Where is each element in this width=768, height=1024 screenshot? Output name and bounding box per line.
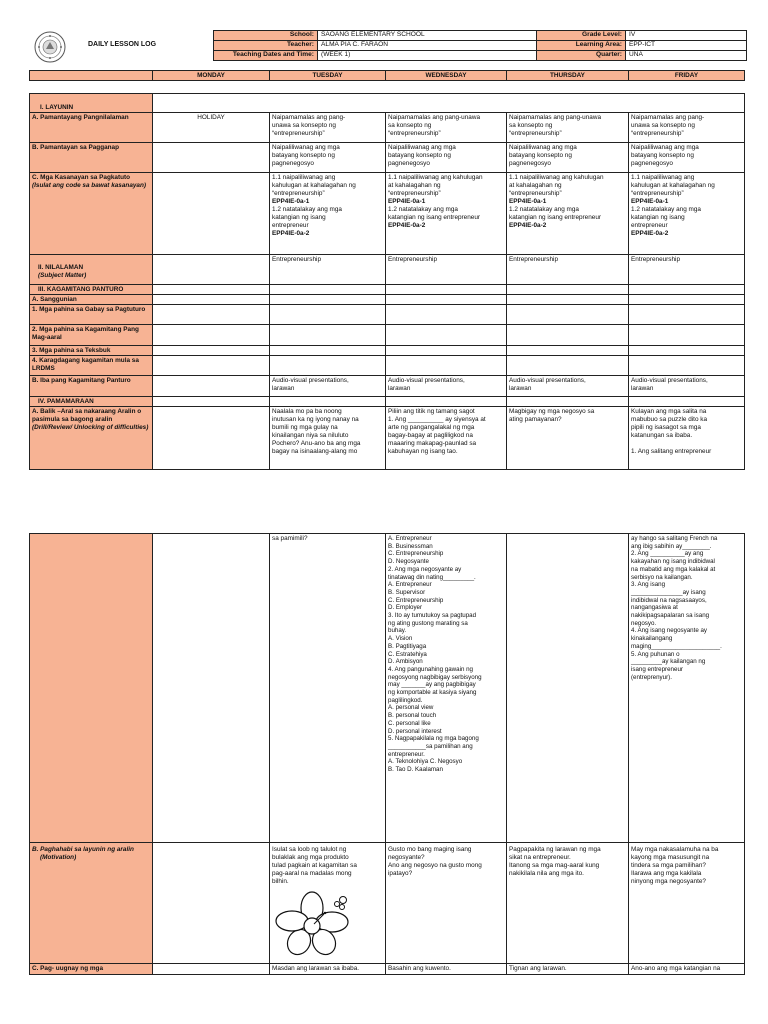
- quarter-label: Quarter:: [536, 50, 626, 61]
- wed-nilalaman: Entrepreneurship: [385, 254, 507, 285]
- thu-balik: Magbigay ng mga negosyo sa ating pamayanan?: [506, 406, 629, 470]
- kr-mon: [152, 355, 270, 376]
- monday-holiday: HOLIDAY: [152, 112, 270, 143]
- gab-fri: [628, 304, 745, 325]
- school-value: SAOANG ELEMENTARY SCHOOL: [317, 30, 537, 41]
- fri-pagganap: Naipaliliwanag ang mga batayang konsepto ng pagnenegosyo: [628, 142, 745, 173]
- thu-kasanayan: 1.1 naipaliliwanag ang kahulugan at kahalagahan ng “entrepreneurship” EPP4IE-0a-1 1.2 natatalakay ang mga katangian ng isang entrepreneur EPP4IE-0a-2: [506, 172, 629, 255]
- kr-fri: [628, 355, 745, 376]
- tue-kasanayan: 1.1 naipaliliwanag ang kahulugan at kahalagahan ng “entrepreneurship” EPP4IE-0a-1 1.2 natatalakay ang mga katangian ng isang entrepreneur EPP4IE-0a-2: [269, 172, 386, 255]
- row-pag-uugnay: C. Pag- uugnay ng mga: [29, 963, 153, 975]
- row-nilalaman: [29, 254, 153, 285]
- tue-motivation: Isulat sa loob ng talulot ng bulaklak ang mga produkto tulad pagkain at kagamitan sa pag-aaral na madalas mong bilhin.: [269, 842, 386, 964]
- row-kagamitang-pang: 2. Mga pahina sa Kagamitang Pang Mag-aaral: [29, 324, 153, 346]
- thu-motivation: Pagpapakita ng larawan ng mga sikat na entrepreneur. Itanong sa mga mag-aaral kung nakikilala nila ang mga ito.: [506, 842, 629, 964]
- kp-wed: [385, 324, 507, 346]
- thu-pagganap: Naipaliliwanag ang mga batayang konsepto ng pagnenegosyo: [506, 142, 629, 173]
- quarter-value: UNA: [625, 50, 747, 61]
- kr-wed: [385, 355, 507, 376]
- kp-thu: [506, 324, 629, 346]
- row-karagdagang: 4. Karagdagang kagamitan mula sa LRDMS: [29, 355, 153, 376]
- area-value: EPP-ICT: [625, 40, 747, 51]
- fri-motivation: May mga nakasalamuha na ba kayong mga masusungit na tindera sa mga pamilihan? Ilarawa ang mga kakilala ninyong mga negosyante?: [628, 842, 745, 964]
- tue-pangnilalaman: Naipamamalas ang pang- unawa sa konsepto ng “entrepreneurship”: [269, 112, 386, 143]
- paghahabi-title: B. Paghahabi sa layunin ng aralin: [32, 846, 134, 853]
- kasanayan-sub: (Isulat ang code sa bawat kasanayan): [32, 182, 147, 189]
- row-balik-aral: [29, 406, 153, 470]
- nilalaman-sub: (Subject Matter): [38, 272, 87, 279]
- wed-iba-pang: Audio-visual presentations, larawan: [385, 375, 507, 397]
- balik-title: A. Balik –Aral sa nakaraang Aralin o pasimula sa bagong aralin: [32, 408, 142, 423]
- day-monday: MONDAY: [152, 70, 270, 81]
- gab-wed: [385, 304, 507, 325]
- gab-thu: [506, 304, 629, 325]
- fri-iba-pang: Audio-visual presentations, larawan: [628, 375, 745, 397]
- mon-kasanayan: [152, 172, 270, 255]
- dates-label: Teaching Dates and Time:: [213, 50, 318, 61]
- kr-tue: [269, 355, 386, 376]
- teacher-value: ALMA PIA C. FARAON: [317, 40, 537, 51]
- kr-thu: [506, 355, 629, 376]
- row-teksbuk: 3. Mga pahina sa Teksbuk: [29, 345, 153, 356]
- cont-label: [29, 533, 153, 843]
- balik-sub: (Drill/Review/ Unlocking of difficulties): [32, 424, 149, 431]
- days-header-blank: [29, 70, 153, 81]
- paghahabi-sub: (Motivation): [40, 854, 77, 861]
- tue-continuation: sa pamimili?: [269, 533, 386, 843]
- ba-mon: [152, 406, 270, 470]
- gab-tue: [269, 304, 386, 325]
- tue-nilalaman: Entrepreneurship: [269, 254, 386, 285]
- grade-label: Grade Level:: [536, 30, 626, 41]
- day-tuesday: TUESDAY: [269, 70, 386, 81]
- fri-balik: Kulayan ang mga salita na mabubuo sa puzzle dito ka pipili ng isasagot sa mga katanungan sa ibaba. 1. Ang salitang entrepreneur: [628, 406, 745, 470]
- row-kagamitan: III. KAGAMITANG PANTURO: [29, 284, 153, 295]
- area-label: Learning Area:: [536, 40, 626, 51]
- ug-mon: [152, 963, 270, 975]
- gab-mon: [152, 304, 270, 325]
- fri-continuation: ay hango sa salitang French na ang ibig sabihin ay________. 2. Ang __________ay ang kakayahan ng isang indibidwal na mabatid ang mga kalakal at serbisyo na kailangan. 3. Ang isang _______________ay isang indibidwal na nagsasaayos, nangangasiwa at nakikipagsapalaran sa isang negosyo. 4. Ang isang negosyante ay kinakailangang maging____________________. 5. Ang puhunan o _________ay kailangan ng isang entrepreneur (entreprenyur).: [628, 533, 745, 843]
- row-paghahabi: [29, 842, 153, 964]
- teacher-label: Teacher:: [213, 40, 318, 51]
- mot-mon: [152, 842, 270, 964]
- wed-balik: Piliin ang titik ng tamang sagot 1. Ang __________ ay siyensya at arte ng pangangalakal ng mga bagay-bagay at pagliligkod na maaaring makapag-paunlad sa kabuhayan ng isang tao.: [385, 406, 507, 470]
- row-pamantayan-sa-pagganap: B. Pamantayan sa Pagganap: [29, 142, 153, 173]
- mon-nilalaman: [152, 254, 270, 285]
- tue-balik: Naalala mo pa ba noong inutusan ka ng iyong nanay na bumili ng mga gulay na kinailangan niya sa niluluto Pochero? Anu-ano ba ang mga bagay na isinaalang-alang mo: [269, 406, 386, 470]
- thu-pangnilalaman: Naipamamalas ang pang-unawa sa konsepto ng “entrepreneurship”: [506, 112, 629, 143]
- nilalaman-title: II. NILALAMAN: [38, 264, 84, 271]
- row-sanggunian: A. Sanggunian: [29, 294, 153, 305]
- wed-pangnilalaman: Naipamamalas ang pang-unawa sa konsepto ng “entrepreneurship”: [385, 112, 507, 143]
- cont-thu: [506, 533, 629, 843]
- fri-pangnilalaman: Naipamamalas ang pang- unawa sa konsepto ng “entrepreneurship”: [628, 112, 745, 143]
- row-kasanayan: [29, 172, 153, 255]
- tue-iba-pang: Audio-visual presentations, larawan: [269, 375, 386, 397]
- kp-fri: [628, 324, 745, 346]
- ib-mon: [152, 375, 270, 397]
- school-label: School:: [213, 30, 318, 41]
- deped-seal-logo: [34, 31, 66, 63]
- kp-tue: [269, 324, 386, 346]
- mon-pagganap: [152, 142, 270, 173]
- thu-iba-pang: Audio-visual presentations, larawan: [506, 375, 629, 397]
- day-friday: FRIDAY: [628, 70, 745, 81]
- wed-uugnay: Basahin ang kuwento.: [385, 963, 507, 975]
- grade-value: IV: [625, 30, 747, 41]
- row-layunin: I. LAYUNIN: [29, 93, 153, 113]
- wed-pagganap: Naipaliliwanag ang mga batayang konsepto ng pagnenegosyo: [385, 142, 507, 173]
- fri-uugnay: Ano-ano ang mga katangian na: [628, 963, 745, 975]
- row-iba-pang: B. Iba pang Kagamitang Panturo: [29, 375, 153, 397]
- day-wednesday: WEDNESDAY: [385, 70, 507, 81]
- cont-mon: [152, 533, 270, 843]
- tue-pagganap: Naipaliliwanag ang mga batayang konsepto ng pagnenegosyo: [269, 142, 386, 173]
- wed-motivation: Gusto mo bang maging isang negosyante? Ano ang negosyo na gusto mong ipatayo?: [385, 842, 507, 964]
- wed-kasanayan: 1.1 naipaliliwanag ang kahulugan at kahalagahan ng “entrepreneurship” EPP4IE-0a-1 1.2 natatalakay ang mga katangian ng isang entrepreneur EPP4IE-0a-2: [385, 172, 507, 255]
- fri-nilalaman: Entrepreneurship: [628, 254, 745, 285]
- fri-kasanayan: 1.1 naipaliliwanag ang kahulugan at kahalagahan ng “entrepreneurship” EPP4IE-0a-1 1.2 natatalakay ang mga katangian ng isang entrepreneur EPP4IE-0a-2: [628, 172, 745, 255]
- row-pamamaraan: IV. PAMAMARAAN: [29, 396, 153, 407]
- kasanayan-title: C. Mga Kasanayan sa Pagkatuto: [32, 174, 131, 181]
- kp-mon: [152, 324, 270, 346]
- row-gabay: 1. Mga pahina sa Gabay sa Pagtuturo: [29, 304, 153, 325]
- row-pamantayang-pangnilalaman: A. Pamantayang Pangnilalaman: [29, 112, 153, 143]
- layunin-span: [152, 93, 745, 113]
- wed-continuation: A. Entrepreneur B. Businessman C. Entrepreneurship D. Negosyante 2. Ang mga negosyante ay tinatawag din nating_________. A. Entrepreneur B. Supervisor C. Entrepreneurship D. Employer 3. Ito ay tumutukoy sa pagtupad ng ating gustong marating sa buhay. A. Vision B. Pagtitiyaga C. Estratehiya D. Ambisyon 4. Ang pangunahing gawain ng negosyong nagbibigay serbisyong may _______ay ang pagbibigay ng komportable at kasiya siyang paglilingkod. A. personal view B. personal touch C. personal like D. personal interest 5. Nagpapakilala ng mga bagong ___________sa pamilihan ang entrepreneur. A. Teknolohiya C. Negosyo B. Tao D. Kaalaman: [385, 533, 507, 843]
- page-title: DAILY LESSON LOG: [88, 41, 157, 48]
- dates-value: (WEEK 1): [317, 50, 537, 61]
- thu-nilalaman: Entrepreneurship: [506, 254, 629, 285]
- tue-uugnay: Masdan ang larawan sa ibaba.: [269, 963, 386, 975]
- thu-uugnay: Tignan ang larawan.: [506, 963, 629, 975]
- flower-drawing-icon: [272, 888, 352, 960]
- day-thursday: THURSDAY: [506, 70, 629, 81]
